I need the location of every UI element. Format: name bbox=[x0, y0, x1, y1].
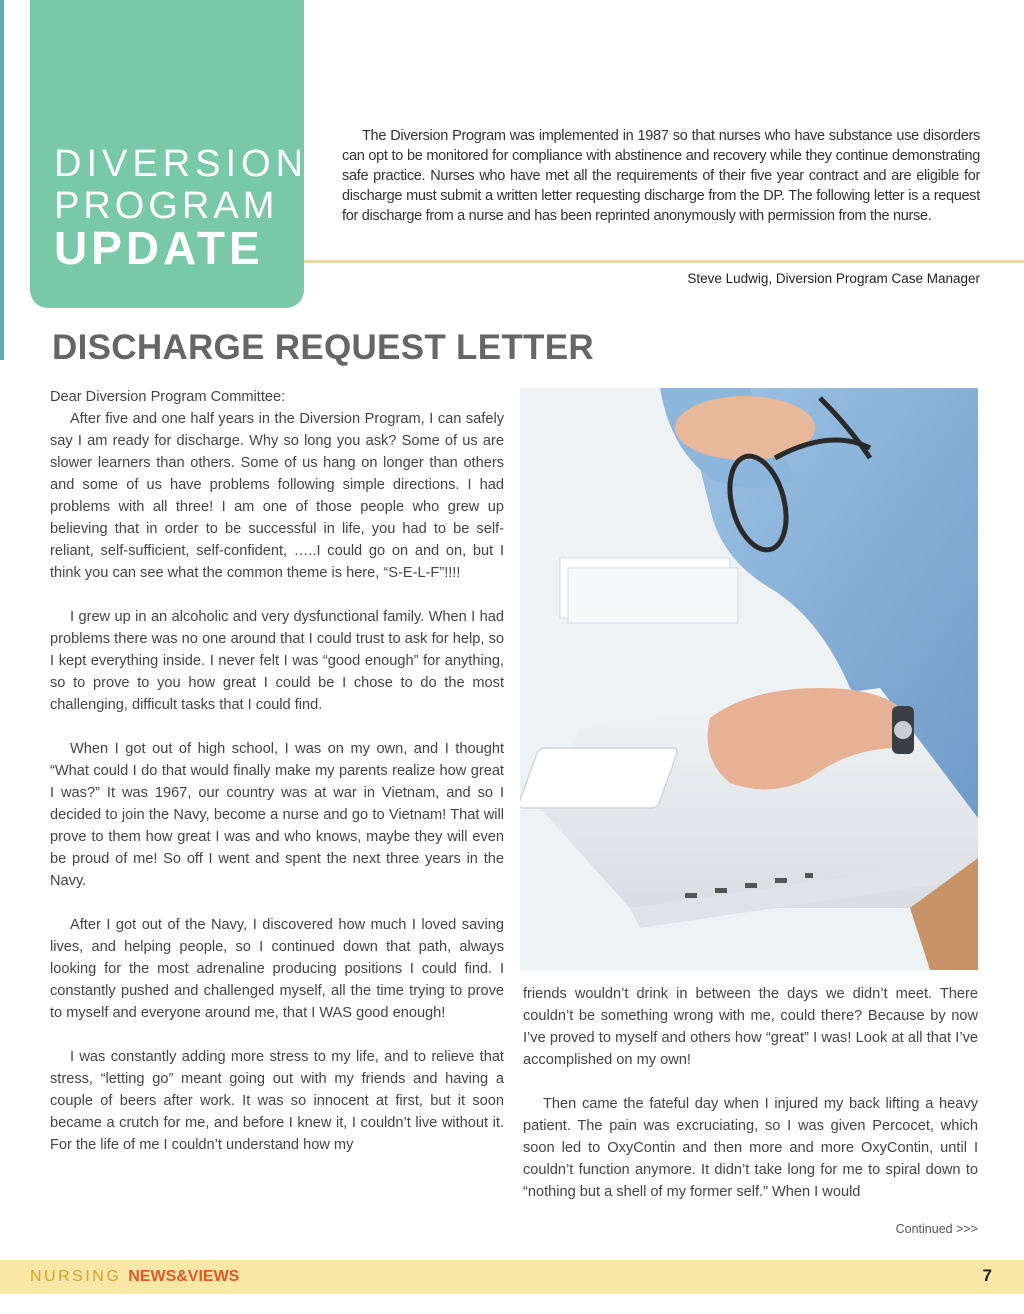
photo-illustration bbox=[520, 388, 978, 970]
left-edge-rule bbox=[0, 0, 4, 360]
intro-paragraph bbox=[342, 126, 980, 226]
letter-paragraph: I was constantly adding more stress to my life, and to relieve that stress, “letting go” meant going out with my friends and having a couple of beers after work. It was so innocent at first, but it soon became a crutch for me, and before I knew it, I couldn’t live without it. For the life of me I couldn’t understand how my bbox=[50, 1049, 504, 1153]
letter-left-column bbox=[50, 386, 504, 1178]
section-banner bbox=[30, 0, 309, 308]
page-title: DISCHARGE REQUEST LETTER bbox=[52, 328, 594, 367]
footer-brand-nursing: NURSING bbox=[30, 1268, 122, 1285]
divider-line bbox=[304, 260, 1024, 263]
letter-paragraph: Then came the fateful day when I injured my back lifting a heavy patient. The pain was excruciating, so I was given Percocet, which soon led to OxyContin and then more and more OxyContin, until I couldn’t function anymore. It didn’t take long for me to spiral down to “nothing but a shell of my former self.” When I would bbox=[523, 1096, 978, 1200]
letter-paragraph: After I got out of the Navy, I discovered how much I loved saving lives, and helping people, so I continued down that path, always looking for the most adrenaline producing positions I could find. I constantly pushed and challenged myself, all the time trying to prove to myself and everyone around me, that I WAS good enough! bbox=[50, 917, 504, 1021]
banner-line-3: UPDATE bbox=[54, 222, 264, 274]
letter-paragraph: I grew up in an alcoholic and very dysfunctional family. When I had problems there was no one around that I could trust to ask for help, so I kept everything inside. I never felt I was “good enough” for anything, so to prove to you how great I could be I chose to do the most challenging, difficult tasks that I could find. bbox=[50, 609, 504, 713]
page-number: 7 bbox=[982, 1266, 992, 1285]
photo-person-typing-laptop bbox=[520, 388, 978, 970]
footer-brand bbox=[30, 1268, 239, 1286]
byline: Steve Ludwig, Diversion Program Case Manager bbox=[687, 271, 980, 286]
banner-line-2: PROGRAM bbox=[54, 185, 279, 227]
letter-paragraph: friends wouldn’t drink in between the days we didn’t meet. There couldn’t be something wrong with me, could there? Because by now I’ve proved to myself and others how “great” I was! Look at all that I’ve accomplished on my own! bbox=[523, 986, 978, 1068]
footer-brand-newsviews: NEWS&VIEWS bbox=[128, 1268, 240, 1285]
banner-title bbox=[54, 143, 309, 274]
letter-paragraph: After five and one half years in the Diversion Program, I can safely say I am ready for discharge. Why so long you ask? Some of us are slower learners than others. Some of us hang on longer than others and some of us have problems following simple directions. I had problems with all three! I am one of those people who grew up believing that in order to be successful in life, you had to be self-reliant, self-sufficient, self-confident, …..I could go on and on, but I think you can see what the common theme is here, “S-E-L-F”!!!! bbox=[50, 411, 504, 581]
banner-line-1: DIVERSION bbox=[54, 143, 309, 185]
letter-salutation: Dear Diversion Program Committee: bbox=[50, 389, 286, 405]
letter-paragraph: When I got out of high school, I was on my own, and I thought “What could I do that would finally make my parents realize how great I was?” It was 1967, our country was at war in Vietnam, and so I decided to join the Navy, become a nurse and go to Vietnam! That will prove to them how great I was and who knows, maybe they will even be proud of me! So off I went and spent the next three years in the Navy. bbox=[50, 741, 504, 889]
continued-link[interactable]: Continued >>> bbox=[895, 1222, 978, 1236]
letter-right-column bbox=[523, 983, 978, 1225]
intro-text: The Diversion Program was implemented in 1987 so that nurses who have substance use disorders can opt to be monitored for compliance with abstinence and recovery while they continue demonstrating safe practice. Nurses who have met all the requirements of their five year contract and are eligible for discharge must submit a written letter requesting discharge from the DP. The following letter is a request for discharge from a nurse and has been reprinted anonymously with permission from the nurse. bbox=[342, 128, 980, 224]
